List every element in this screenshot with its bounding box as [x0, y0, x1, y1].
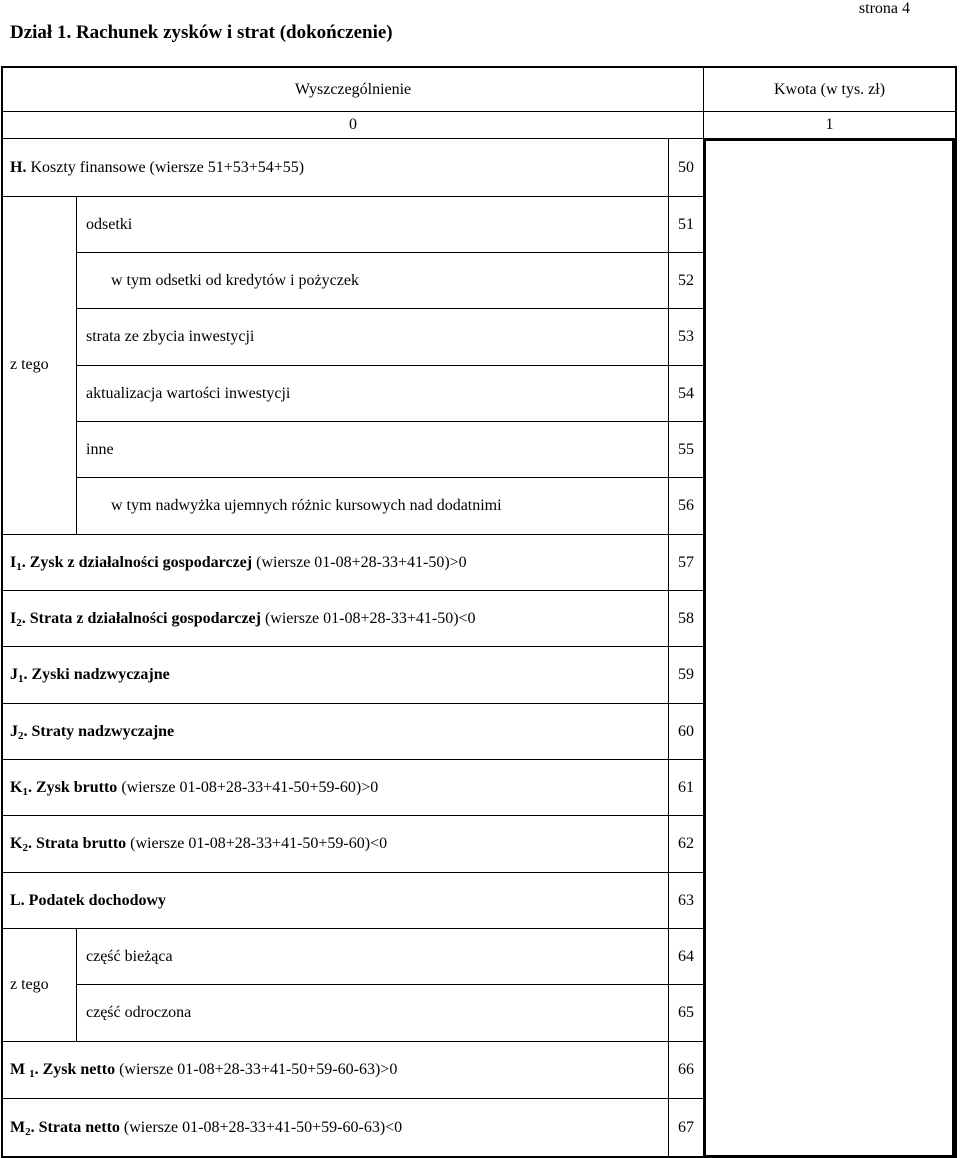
line-number: 65 — [678, 1004, 694, 1021]
line-number: 64 — [678, 947, 694, 965]
header-description: Wyszczególnienie — [294, 80, 412, 98]
amount-column-box[interactable] — [703, 138, 955, 1158]
page-number: strona 4 — [858, 0, 910, 17]
z-tego-label: z tego — [10, 356, 49, 373]
row-label: aktualizacja wartości inwestycji — [86, 384, 291, 402]
row-label: $J_1$. Zyski nadzwyczajne — [10, 666, 170, 685]
row-label: H. Koszty finansowe (wiersze 51+53+54+55) — [10, 158, 305, 176]
header-description-index: 0 — [349, 116, 357, 133]
row-label: w tym odsetki od kredytów i pożyczek — [111, 271, 359, 289]
row-label: $K_2$. Strata brutto (wiersze 01-08+28-33+41-50+59-60)<0 — [10, 835, 388, 854]
row-label: odsetki — [86, 215, 133, 233]
row-label: $I_2$. Strata z działalności gospodarczej (wiersze 01-08+28-33+41-50)<0 — [10, 609, 476, 629]
line-number: 51 — [678, 215, 694, 233]
row-label: strata ze zbycia inwestycji — [86, 328, 255, 345]
row-label: w tym nadwyżka ujemnych różnic kursowych nad dodatnimi — [111, 497, 502, 514]
line-number: 59 — [678, 666, 694, 683]
row-label: L. Podatek dochodowy — [10, 891, 167, 909]
line-number: 62 — [678, 835, 694, 852]
line-number: 50 — [678, 158, 694, 176]
line-number: 56 — [678, 497, 694, 514]
header-amount: Kwota (w tys. zł) — [773, 80, 886, 98]
header-amount-index: 1 — [825, 116, 834, 133]
row-label: $M_2$. Strata netto (wiersze 01-08+28-33+41-50+59-60-63)<0 — [10, 1118, 403, 1138]
line-number: 58 — [678, 609, 694, 627]
line-number: 60 — [678, 722, 694, 740]
row-label: część odroczona — [86, 1004, 192, 1021]
line-number: 67 — [678, 1118, 694, 1136]
line-number: 61 — [678, 778, 694, 796]
line-number: 55 — [678, 440, 694, 458]
line-number: 57 — [678, 553, 694, 571]
line-number: 66 — [678, 1061, 694, 1078]
row-label: $K_1$. Zysk brutto (wiersze 01-08+28-33+41-50+59-60)>0 — [10, 778, 379, 798]
line-number: 52 — [678, 271, 694, 289]
row-label: inne — [86, 440, 114, 458]
row-label: $J_2$. Straty nadzwyczajne — [10, 722, 175, 742]
z-tego-label: z tego — [10, 975, 49, 993]
row-label: część bieżąca — [86, 947, 173, 965]
row-label: M $_1$. Zysk netto (wiersze 01-08+28-33+41-50+59-60-63)>0 — [10, 1061, 398, 1080]
section-title: Dział 1. Rachunek zysków i strat (dokończenie) — [10, 22, 393, 43]
row-label: $I_1$. Zysk z działalności gospodarczej (wiersze 01-08+28-33+41-50)>0 — [10, 553, 467, 573]
line-number: 54 — [678, 384, 694, 402]
line-number: 63 — [678, 891, 694, 909]
line-number: 53 — [678, 328, 694, 345]
